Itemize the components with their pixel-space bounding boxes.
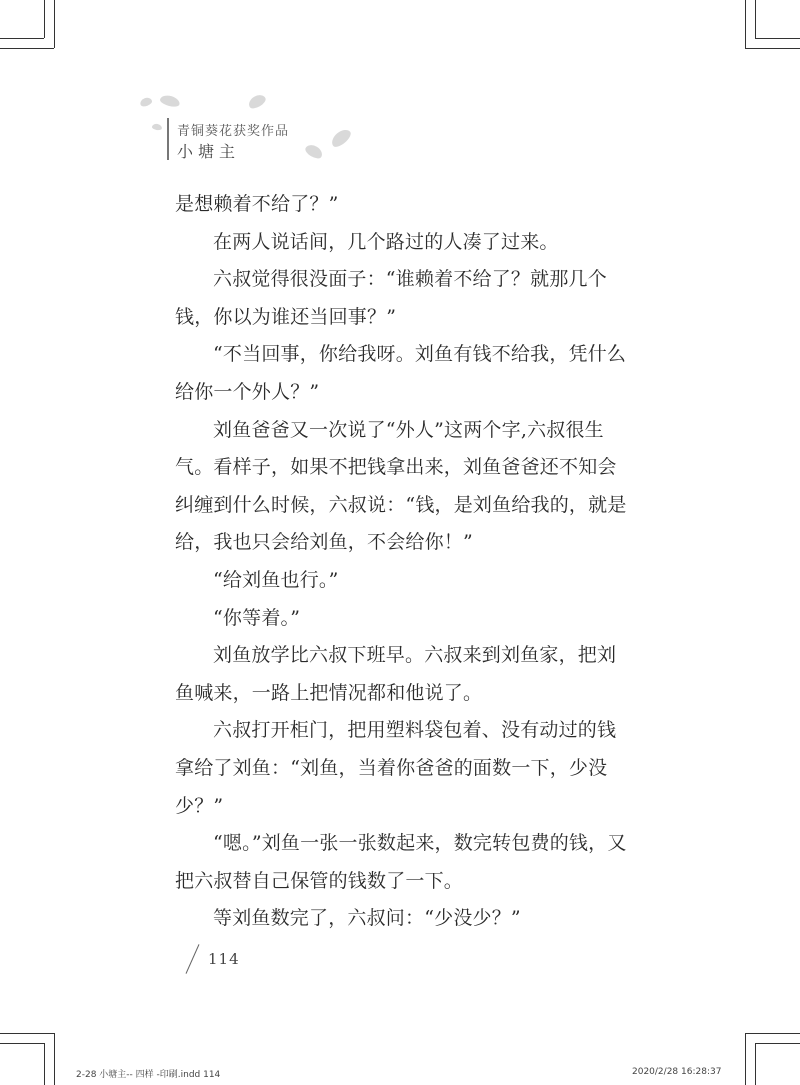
crop-mark-bottom-left-horizontal [0,1033,54,1034]
crop-mark-bottom-right-inner-vertical [755,1043,756,1085]
decorative-petal [246,92,267,111]
body-text [175,186,627,938]
crop-mark-top-left-vertical [54,0,55,48]
decorative-petal [159,94,181,109]
crop-mark-top-right-inner-horizontal [755,38,800,39]
header-rule [167,118,169,160]
crop-mark-bottom-left-inner-horizontal [0,1043,44,1044]
decorative-petal [139,96,153,108]
crop-mark-bottom-left-vertical [54,1033,55,1085]
crop-mark-bottom-right-vertical [745,1033,746,1085]
paragraph: “不当回事，你给我呀。刘鱼有钱不给我，凭什么给你一个外人？” [175,343,627,403]
folio-slash [186,944,200,974]
crop-mark-bottom-right-inner-horizontal [755,1043,800,1044]
slug-timestamp: 2020/2/28 16:28:37 [632,1067,722,1077]
decorative-petal [152,123,163,131]
crop-mark-bottom-right-horizontal [745,1033,800,1034]
decorative-petal [329,126,354,149]
decorative-petal [303,142,324,161]
crop-mark-top-right-inner-vertical [755,0,756,38]
paragraph: 等刘鱼数完了，六叔问：“少没少？” [213,907,521,930]
page-number: 114 [208,950,240,968]
crop-mark-top-left-inner-vertical [44,0,45,38]
paragraph: 六叔打开柜门，把用塑料袋包着、没有动过的钱拿给了刘鱼：“刘鱼，当着你爸爸的面数一下，少没少？” [175,719,617,817]
paragraph: 六叔觉得很没面子：“谁赖着不给了？就那几个钱，你以为谁还当回事？” [175,268,607,328]
crop-mark-bottom-left-inner-vertical [44,1043,45,1085]
crop-mark-top-right-vertical [745,0,746,48]
series-title: 青铜葵花获奖作品 [177,124,290,139]
crop-mark-top-right-horizontal [745,48,800,49]
paragraph: 刘鱼爸爸又一次说了“外人”这两个字,六叔很生气。看样子，如果不把钱拿出来，刘鱼爸爸还不知会纠缠到什么时候，六叔说：“钱，是刘鱼给我的，就是给，我也只会给刘鱼，不会给你！” [175,418,627,554]
paragraph: 刘鱼放学比六叔下班早。六叔来到刘鱼家，把刘鱼喊来，一路上把情况都和他说了。 [175,644,617,704]
paragraph: “给刘鱼也行。” [213,568,339,591]
slug-file-info: 2-28 小塘主-- 四样 -印刷.indd 114 [76,1070,221,1080]
paragraph: “嗯。”刘鱼一张一张数起来，数完转包费的钱，又把六叔替自己保管的钱数了一下。 [175,832,627,892]
paragraph: 在两人说话间，几个路过的人凑了过来。 [213,230,559,253]
crop-mark-top-left-horizontal [0,48,54,49]
paragraph: 是想赖着不给了？” [175,193,339,215]
paragraph: “你等着。” [213,606,301,629]
book-title: 小塘主 [177,142,241,161]
crop-mark-top-left-inner-horizontal [0,38,44,39]
